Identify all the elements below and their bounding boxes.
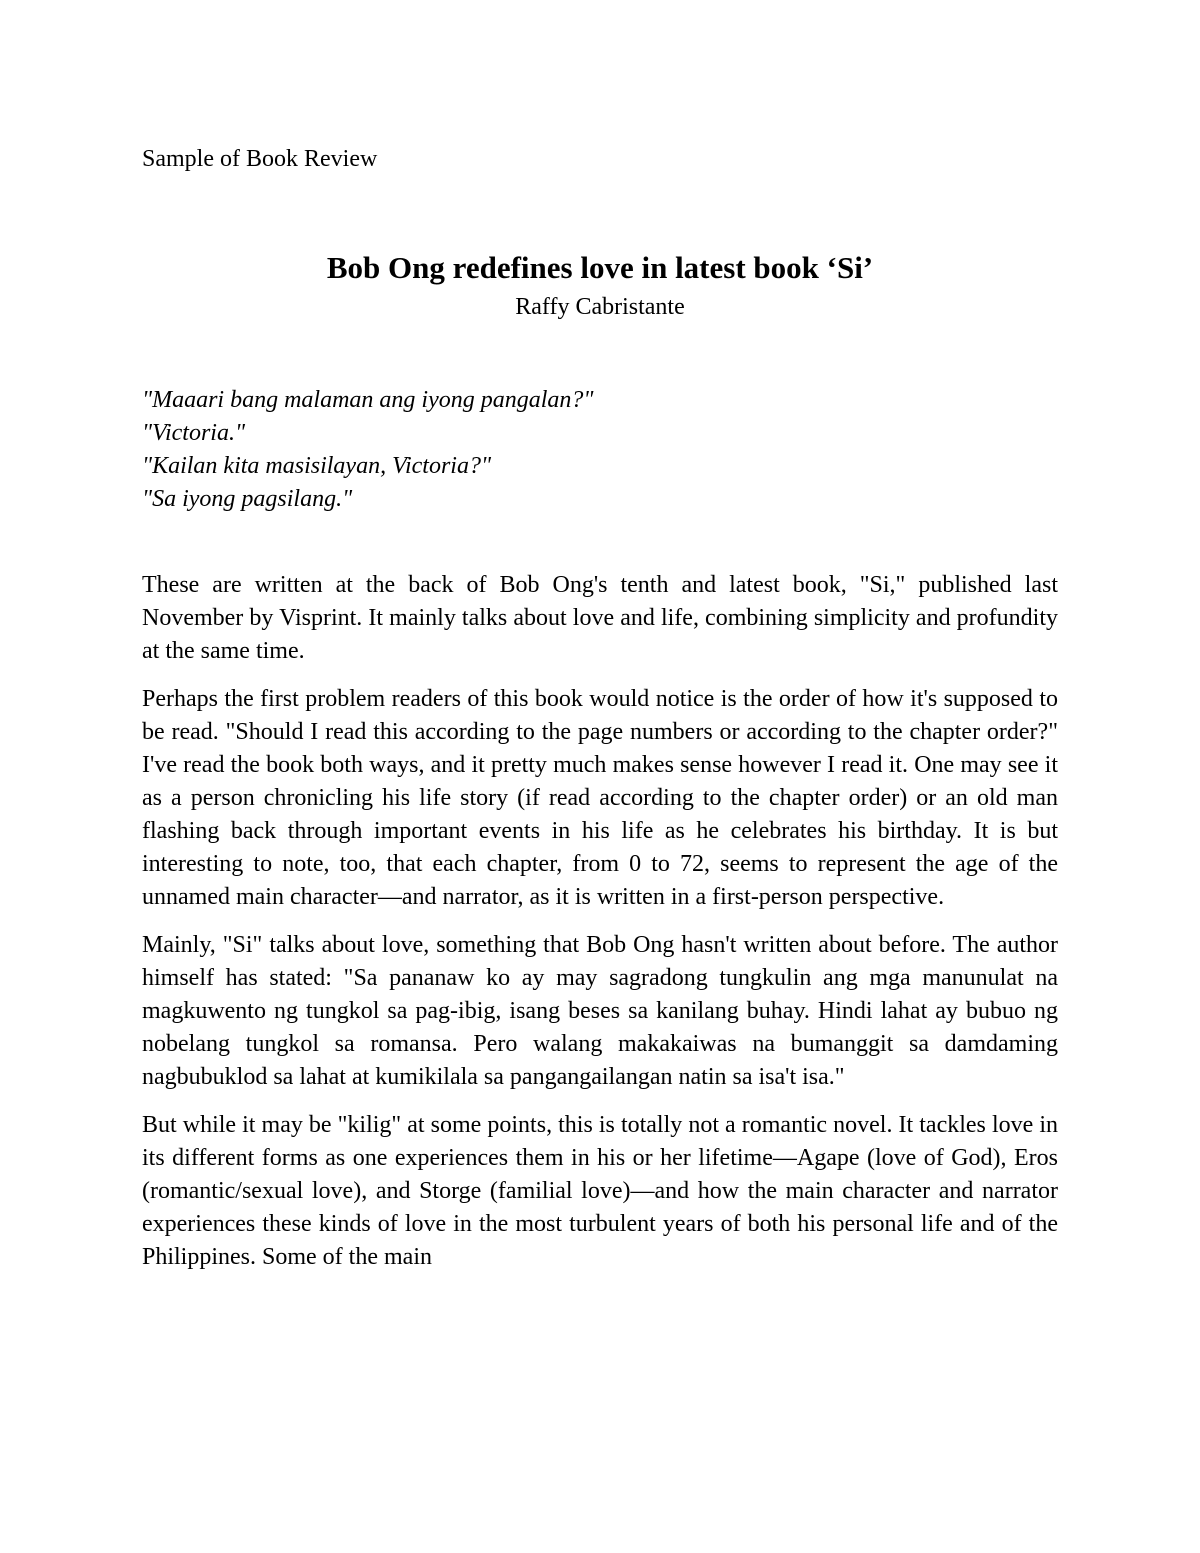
article-author: Raffy Cabristante xyxy=(515,294,685,320)
body-paragraph: Mainly, "Si" talks about love, something that Bob Ong hasn't written about before. The author himself has stated: "Sa pananaw ko ay may sagradong tungkulin ang mga manunulat na magkuwento ng tungkol sa pag-ibig, isang beses sa kanilang buhay. Hindi lahat ay bubuo ng nobelang tungkol sa romansa. Pero walang makakaiwas na bumanggit sa damdaming nagbubuklod sa lahat at kumikilala sa pangangailangan natin sa isa't isa." xyxy=(142,932,1058,1090)
body-paragraph: These are written at the back of Bob Ong's tenth and latest book, "Si," published last November by Visprint. It mainly talks about love and life, combining simplicity and profundity at the same time. xyxy=(142,572,1058,664)
document-label: Sample of Book Review xyxy=(142,146,378,172)
article-body xyxy=(142,569,1058,1289)
body-paragraph: Perhaps the first problem readers of this book would notice is the order of how it's supposed to be read. "Should I read this according to the page numbers or according to the chapter order?" I've read the book both ways, and it pretty much makes sense however I read it. One may see it as a person chronicling his life story (if read according to the chapter order) or an old man flashing back through important events in his life as he celebrates his birthday. It is but interesting to note, too, that each chapter, from 0 to 72, seems to represent the age of the unnamed main character—and narrator, as it is written in a first-person perspective. xyxy=(142,686,1058,910)
quote-line: "Kailan kita masisilayan, Victoria?" xyxy=(142,453,492,479)
quote-line: "Sa iyong pagsilang." xyxy=(142,486,353,512)
body-paragraph: But while it may be "kilig" at some points, this is totally not a romantic novel. It tackles love in its different forms as one experiences them in his or her lifetime—Agape (love of God), Eros (romantic/sexual love), and Storge (familial love)—and how the main character and narrator experiences these kinds of love in the most turbulent years of both his personal life and of the Philippines. Some of the main xyxy=(142,1112,1058,1270)
epigraph-quotes xyxy=(142,384,1058,516)
article-title: Bob Ong redefines love in latest book ‘Si’ xyxy=(326,250,874,285)
quote-line: "Maaari bang malaman ang iyong pangalan?" xyxy=(142,387,594,413)
quote-line: "Victoria." xyxy=(142,420,246,446)
